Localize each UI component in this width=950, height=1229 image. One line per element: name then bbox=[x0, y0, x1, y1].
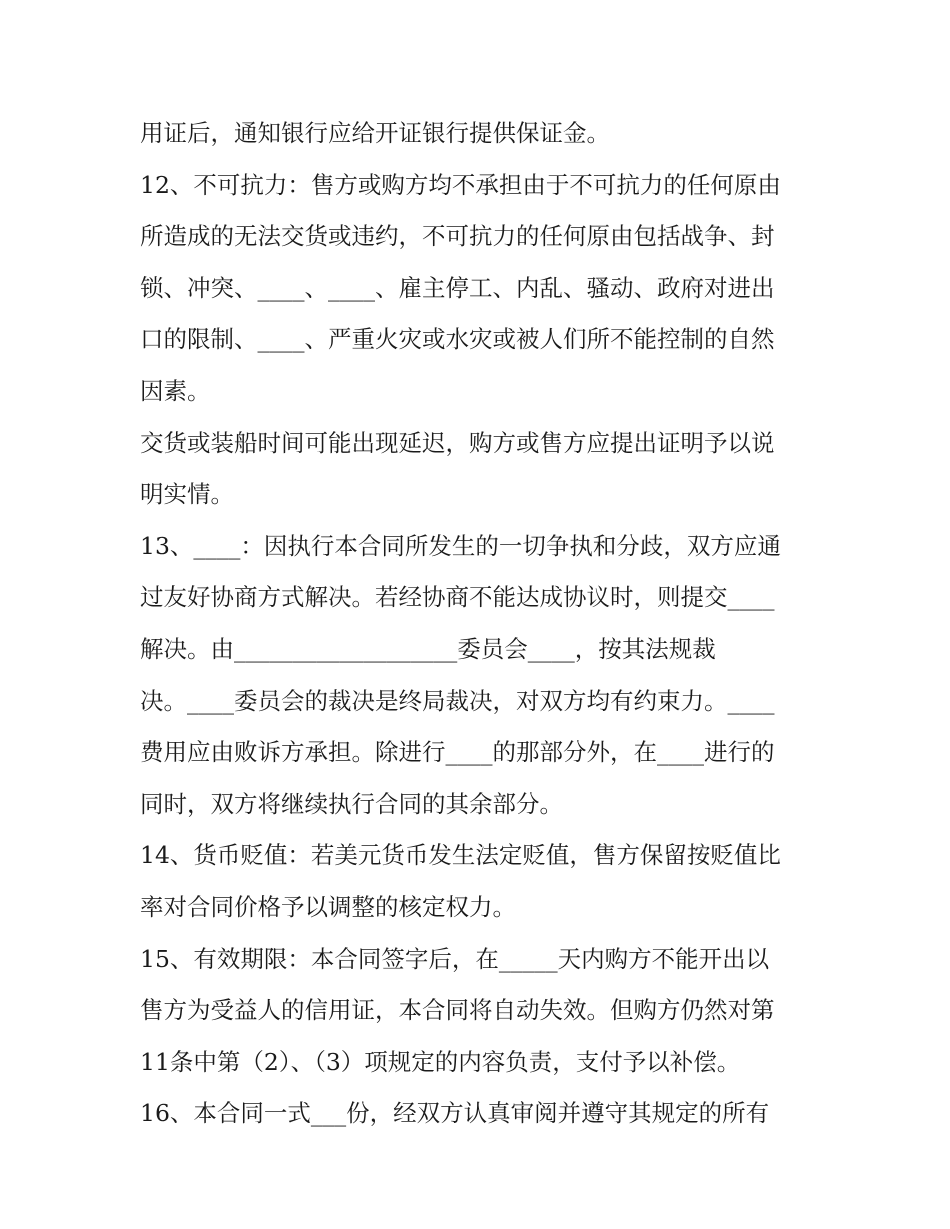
text-line: 用证后，通知银行应给开证银行提供保证金。 bbox=[140, 119, 610, 147]
contract-text-body bbox=[140, 108, 820, 1140]
text-line: 所造成的无法交货或违约，不可抗力的任何原由包括战争、封 bbox=[140, 222, 775, 251]
text-line: 14、货币贬值：若美元货币发生法定贬值，售方保留按贬值比 bbox=[140, 841, 781, 870]
text-line: 解决。由___________________委员会____，按其法规裁 bbox=[140, 634, 716, 663]
text-line: 决。____委员会的裁决是终局裁决，对双方均有约束力。____ bbox=[140, 686, 775, 715]
text-line: 13、____：因执行本合同所发生的一切争执和分歧，双方应通 bbox=[140, 531, 781, 560]
text-line: 12、不可抗力：售方或购方均不承担由于不可抗力的任何原由 bbox=[140, 170, 781, 199]
text-line: 11条中第（2）、（3）项规定的内容负责，支付予以补偿。 bbox=[140, 1047, 741, 1076]
text-line: 费用应由败诉方承担。除进行____的那部分外，在____进行的 bbox=[140, 738, 775, 767]
text-line: 率对合同价格予以调整的核定权力。 bbox=[140, 892, 516, 921]
text-line: 明实情。 bbox=[140, 480, 234, 509]
text-line: 过友好协商方式解决。若经协商不能达成协议时，则提交____ bbox=[140, 583, 775, 612]
text-line: 同时，双方将继续执行合同的其余部分。 bbox=[140, 789, 563, 818]
text-line: 16、本合同一式___份，经双方认真审阅并遵守其规定的所有 bbox=[140, 1099, 770, 1128]
text-line: 锁、冲突、____、____、雇主停工、内乱、骚动、政府对进出 bbox=[140, 273, 775, 302]
text-line: 售方为受益人的信用证，本合同将自动失效。但购方仍然对第 bbox=[140, 996, 775, 1025]
text-line: 口的限制、____、严重火灾或水灾或被人们所不能控制的自然 bbox=[140, 325, 775, 354]
text-line: 交货或装船时间可能出现延迟，购方或售方应提出证明予以说 bbox=[140, 428, 775, 457]
text-line: 因素。 bbox=[140, 376, 211, 405]
text-line: 15、有效期限：本合同签字后，在_____天内购方不能开出以 bbox=[140, 944, 770, 973]
